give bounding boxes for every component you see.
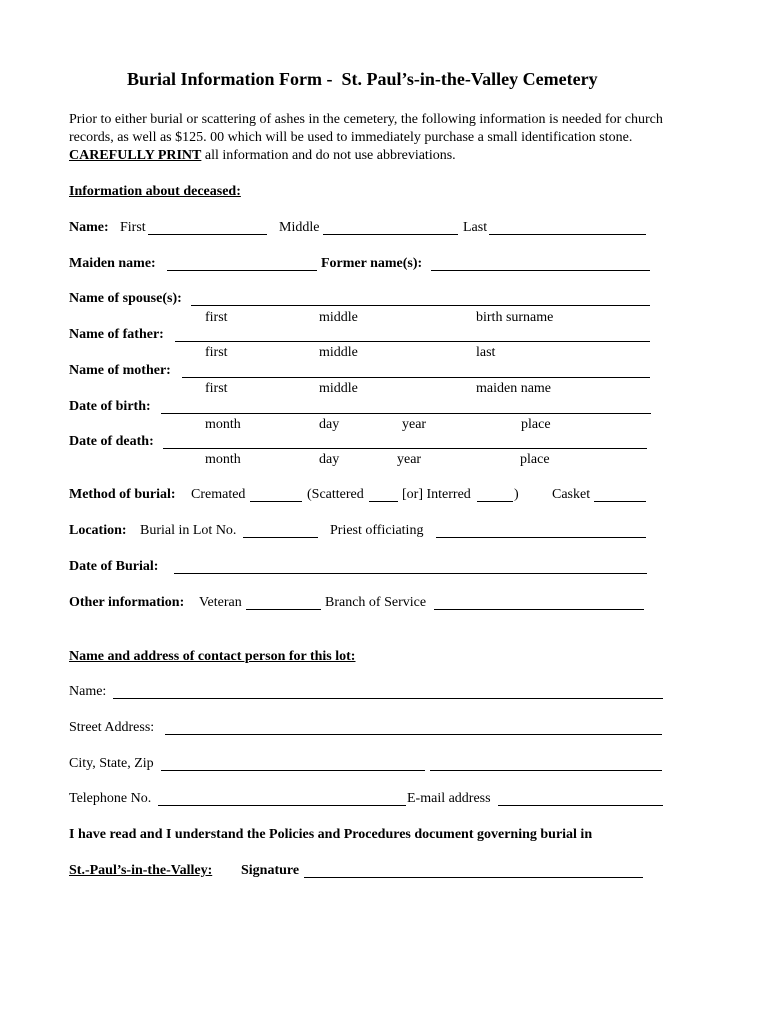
city-state-zip-field[interactable]: [161, 756, 425, 771]
contact-name-label: Name:: [69, 684, 107, 699]
death-hint-day: day: [319, 452, 340, 467]
death-hint-month: month: [205, 452, 241, 467]
spouse-hint-first: first: [205, 310, 228, 325]
veteran-field[interactable]: [246, 595, 321, 610]
intro-line-3: [69, 147, 456, 165]
casket-field[interactable]: [594, 487, 646, 502]
father-hint-first: first: [205, 345, 228, 360]
email-field[interactable]: [498, 791, 663, 806]
method-close-paren: ): [514, 487, 519, 502]
careful-print-emphasis: CAREFULLY PRINT: [69, 148, 202, 163]
father-field[interactable]: [175, 327, 650, 342]
branch-label: Branch of Service: [325, 595, 427, 610]
priest-label: Priest officiating: [330, 523, 424, 538]
death-hint-year: year: [397, 452, 422, 467]
city-state-zip-field-2[interactable]: [430, 756, 662, 771]
contact-heading: Name and address of contact person for this lot:: [69, 649, 356, 664]
first-name-label: First: [120, 220, 146, 235]
birth-hint-place: place: [521, 417, 551, 432]
maiden-name-label: Maiden name:: [69, 256, 156, 271]
birth-date-field[interactable]: [161, 399, 651, 414]
lot-number-field[interactable]: [243, 523, 318, 538]
other-info-label: Other information:: [69, 595, 185, 610]
spouse-field[interactable]: [191, 291, 650, 306]
mother-field[interactable]: [182, 363, 650, 378]
location-label: Location:: [69, 523, 127, 538]
former-names-field[interactable]: [431, 256, 650, 271]
last-name-field[interactable]: [489, 220, 646, 235]
priest-field[interactable]: [436, 523, 646, 538]
first-name-field[interactable]: [148, 220, 267, 235]
policy-statement: I have read and I understand the Policies and Procedures document governing burial in: [69, 827, 593, 842]
maiden-name-field[interactable]: [167, 256, 317, 271]
mother-label: Name of mother:: [69, 363, 171, 378]
veteran-label: Veteran: [199, 595, 242, 610]
interred-field[interactable]: [477, 487, 513, 502]
birth-hint-month: month: [205, 417, 241, 432]
birth-hint-year: year: [402, 417, 427, 432]
name-label: Name:: [69, 220, 109, 235]
mother-hint-first: first: [205, 381, 228, 396]
spouse-hint-surname: birth surname: [476, 310, 554, 325]
death-date-label: Date of death:: [69, 434, 154, 449]
street-address-label: Street Address:: [69, 720, 155, 735]
birth-hint-day: day: [319, 417, 340, 432]
email-label: E-mail address: [407, 791, 491, 806]
birth-date-label: Date of birth:: [69, 399, 151, 414]
last-name-label: Last: [463, 220, 488, 235]
middle-name-field[interactable]: [323, 220, 458, 235]
page-title: Burial Information Form - St. Paul’s-in-the-Valley Cemetery: [127, 69, 598, 89]
burial-date-label: Date of Burial:: [69, 559, 159, 574]
street-address-field[interactable]: [165, 720, 662, 735]
burial-method-label: Method of burial:: [69, 487, 176, 502]
signature-label: Signature: [241, 863, 300, 878]
cremated-label: Cremated: [191, 487, 246, 502]
death-date-field[interactable]: [163, 434, 647, 449]
branch-field[interactable]: [434, 595, 644, 610]
mother-hint-maiden: maiden name: [476, 381, 552, 396]
father-hint-middle: middle: [319, 345, 358, 360]
scattered-label: (Scattered: [307, 487, 364, 502]
mother-hint-middle: middle: [319, 381, 358, 396]
telephone-field[interactable]: [158, 791, 406, 806]
father-label: Name of father:: [69, 327, 164, 342]
scattered-field[interactable]: [369, 487, 398, 502]
deceased-heading: Information about deceased:: [69, 184, 241, 199]
church-name: St.-Paul’s-in-the-Valley:: [69, 863, 213, 878]
intro-line-3-rest: all information and do not use abbreviations.: [201, 148, 456, 163]
intro-line-1: Prior to either burial or scattering of ashes in the cemetery, the following information is needed for church: [69, 112, 663, 127]
former-names-label: Former name(s):: [321, 256, 423, 271]
father-hint-last: last: [476, 345, 496, 360]
contact-name-field[interactable]: [113, 684, 663, 699]
signature-field[interactable]: [304, 863, 643, 878]
lot-number-label: Burial in Lot No.: [140, 523, 237, 538]
spouse-label: Name of spouse(s):: [69, 291, 182, 306]
casket-label: Casket: [552, 487, 591, 502]
cremated-field[interactable]: [250, 487, 302, 502]
spouse-hint-middle: middle: [319, 310, 358, 325]
intro-line-2: records, as well as $125. 00 which will be used to immediately purchase a small identification stone.: [69, 130, 633, 145]
interred-label: [or] Interred: [402, 487, 471, 502]
city-state-zip-label: City, State, Zip: [69, 756, 154, 771]
death-hint-place: place: [520, 452, 550, 467]
burial-date-field[interactable]: [174, 559, 647, 574]
telephone-label: Telephone No.: [69, 791, 152, 806]
middle-name-label: Middle: [279, 220, 320, 235]
